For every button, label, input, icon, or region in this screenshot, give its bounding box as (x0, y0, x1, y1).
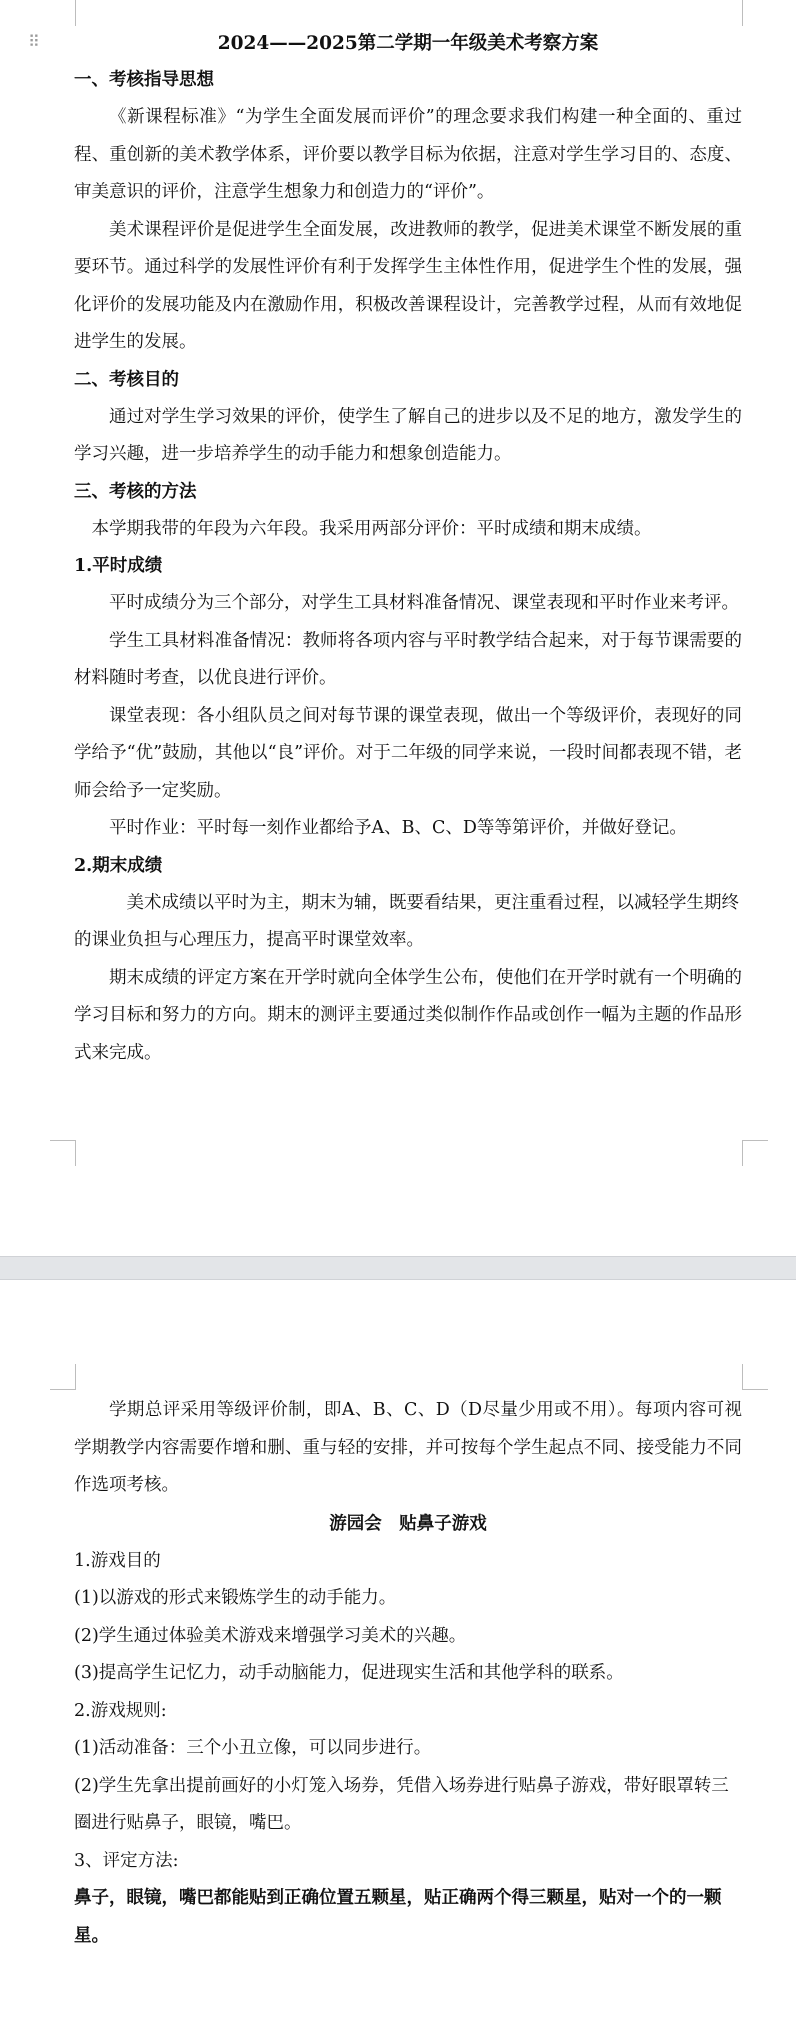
drag-handle-icon[interactable]: ⠿ (28, 32, 40, 51)
list-item: (1)以游戏的形式来锻炼学生的动手能力。 (74, 1588, 397, 1608)
paragraph: 期末成绩的评定方案在开学时就向全体学生公布，使他们在开学时就有一个明确的学习目标和努力的方向。期末的测评主要通过类似制作作品或创作一幅为主题的作品形式来完成。 (74, 967, 742, 1063)
paragraph: 美术课程评价是促进学生全面发展，改进教师的教学，促进美术课堂不断发展的重要环节。通过科学的发展性评价有利于发挥学生主体性作用，促进学生个性的发展，强化评价的发展功能及内在激励作用，积极改善课程设计，完善教学过程，从而有效地促进学生的发展。 (74, 219, 742, 352)
paragraph: 通过对学生学习效果的评价，使学生了解自己的进步以及不足的地方，激发学生的学习兴趣，进一步培养学生的动手能力和想象创造能力。 (74, 406, 742, 464)
page-1-content (74, 26, 742, 1072)
list-heading: 2.游戏规则: (74, 1700, 167, 1721)
page-corner-mark (50, 1140, 76, 1166)
paragraph: 学生工具材料准备情况：教师将各项内容与平时教学结合起来，对于每节课需要的材料随时考查，以优良进行评价。 (74, 630, 742, 688)
page-corner-mark (50, 1364, 76, 1390)
list-item: (2)学生通过体验美术游戏来增强学习美术的兴趣。 (74, 1625, 467, 1646)
page-corner-mark (742, 1140, 768, 1166)
section-heading: 三、考核的方法 (74, 481, 197, 502)
paragraph: 平时作业：平时每一刻作业都给予A、B、C、D等等第评价，并做好登记。 (109, 818, 687, 838)
list-item: (1)活动准备：三个小丑立像，可以同步进行。 (74, 1738, 432, 1758)
paragraph: 《新课程标准》“为学生全面发展而评价”的理念要求我们构建一种全面的、重过程、重创新的美术教学体系，评价要以教学目标为依据，注意对学生学习目的、态度、审美意识的评价，注意学生想象力和创造力的“评价”。 (74, 107, 742, 202)
page-corner-mark (50, 0, 76, 26)
game-title: 游园会 贴鼻子游戏 (329, 1513, 487, 1534)
page-corner-mark (742, 0, 768, 26)
list-item: (2)学生先拿出提前画好的小灯笼入场券，凭借入场券进行贴鼻子游戏，带好眼罩转三圈进行贴鼻子，眼镜，嘴巴。 (74, 1775, 729, 1833)
list-item: (3)提高学生记忆力，动手动脑能力，促进现实生活和其他学科的联系。 (74, 1663, 624, 1683)
list-heading: 3、评定方法: (74, 1850, 179, 1871)
paragraph: 学期总评采用等级评价制，即A、B、C、D（D尽量少用或不用）。每项内容可视学期教学内容需要作增和删、重与轻的安排，并可按每个学生起点不同、接受能力不同作选项考核。 (74, 1400, 742, 1495)
section-heading: 一、考核指导思想 (74, 70, 214, 90)
subsection-heading: 2.期末成绩 (74, 855, 163, 876)
paragraph: 本学期我带的年段为六年段。我采用两部分评价：平时成绩和期末成绩。 (91, 518, 652, 539)
page-separator (0, 1256, 796, 1280)
paragraph: 美术成绩以平时为主，期末为辅，既要看结果，更注重看过程，以减轻学生期终的课业负担与心理压力，提高平时课堂效率。 (74, 892, 739, 950)
section-heading: 二、考核目的 (74, 369, 179, 390)
document-title: 2024——2025第二学期一年级美术考察方案 (217, 33, 599, 54)
subsection-heading: 1.平时成绩 (74, 556, 163, 576)
list-heading: 1.游戏目的 (74, 1550, 161, 1571)
page-2-content (74, 1392, 742, 1955)
paragraph: 鼻子，眼镜，嘴巴都能贴到正确位置五颗星，贴正确两个得三颗星，贴对一个的一颗星。 (74, 1888, 722, 1946)
page-corner-mark (742, 1364, 768, 1390)
paragraph: 课堂表现：各小组队员之间对每节课的课堂表现，做出一个等级评价，表现好的同学给予“优”鼓励，其他以“良”评价。对于二年级的同学来说，一段时间都表现不错，老师会给予一定奖励。 (74, 705, 742, 801)
paragraph: 平时成绩分为三个部分，对学生工具材料准备情况、课堂表现和平时作业来考评。 (109, 593, 739, 613)
